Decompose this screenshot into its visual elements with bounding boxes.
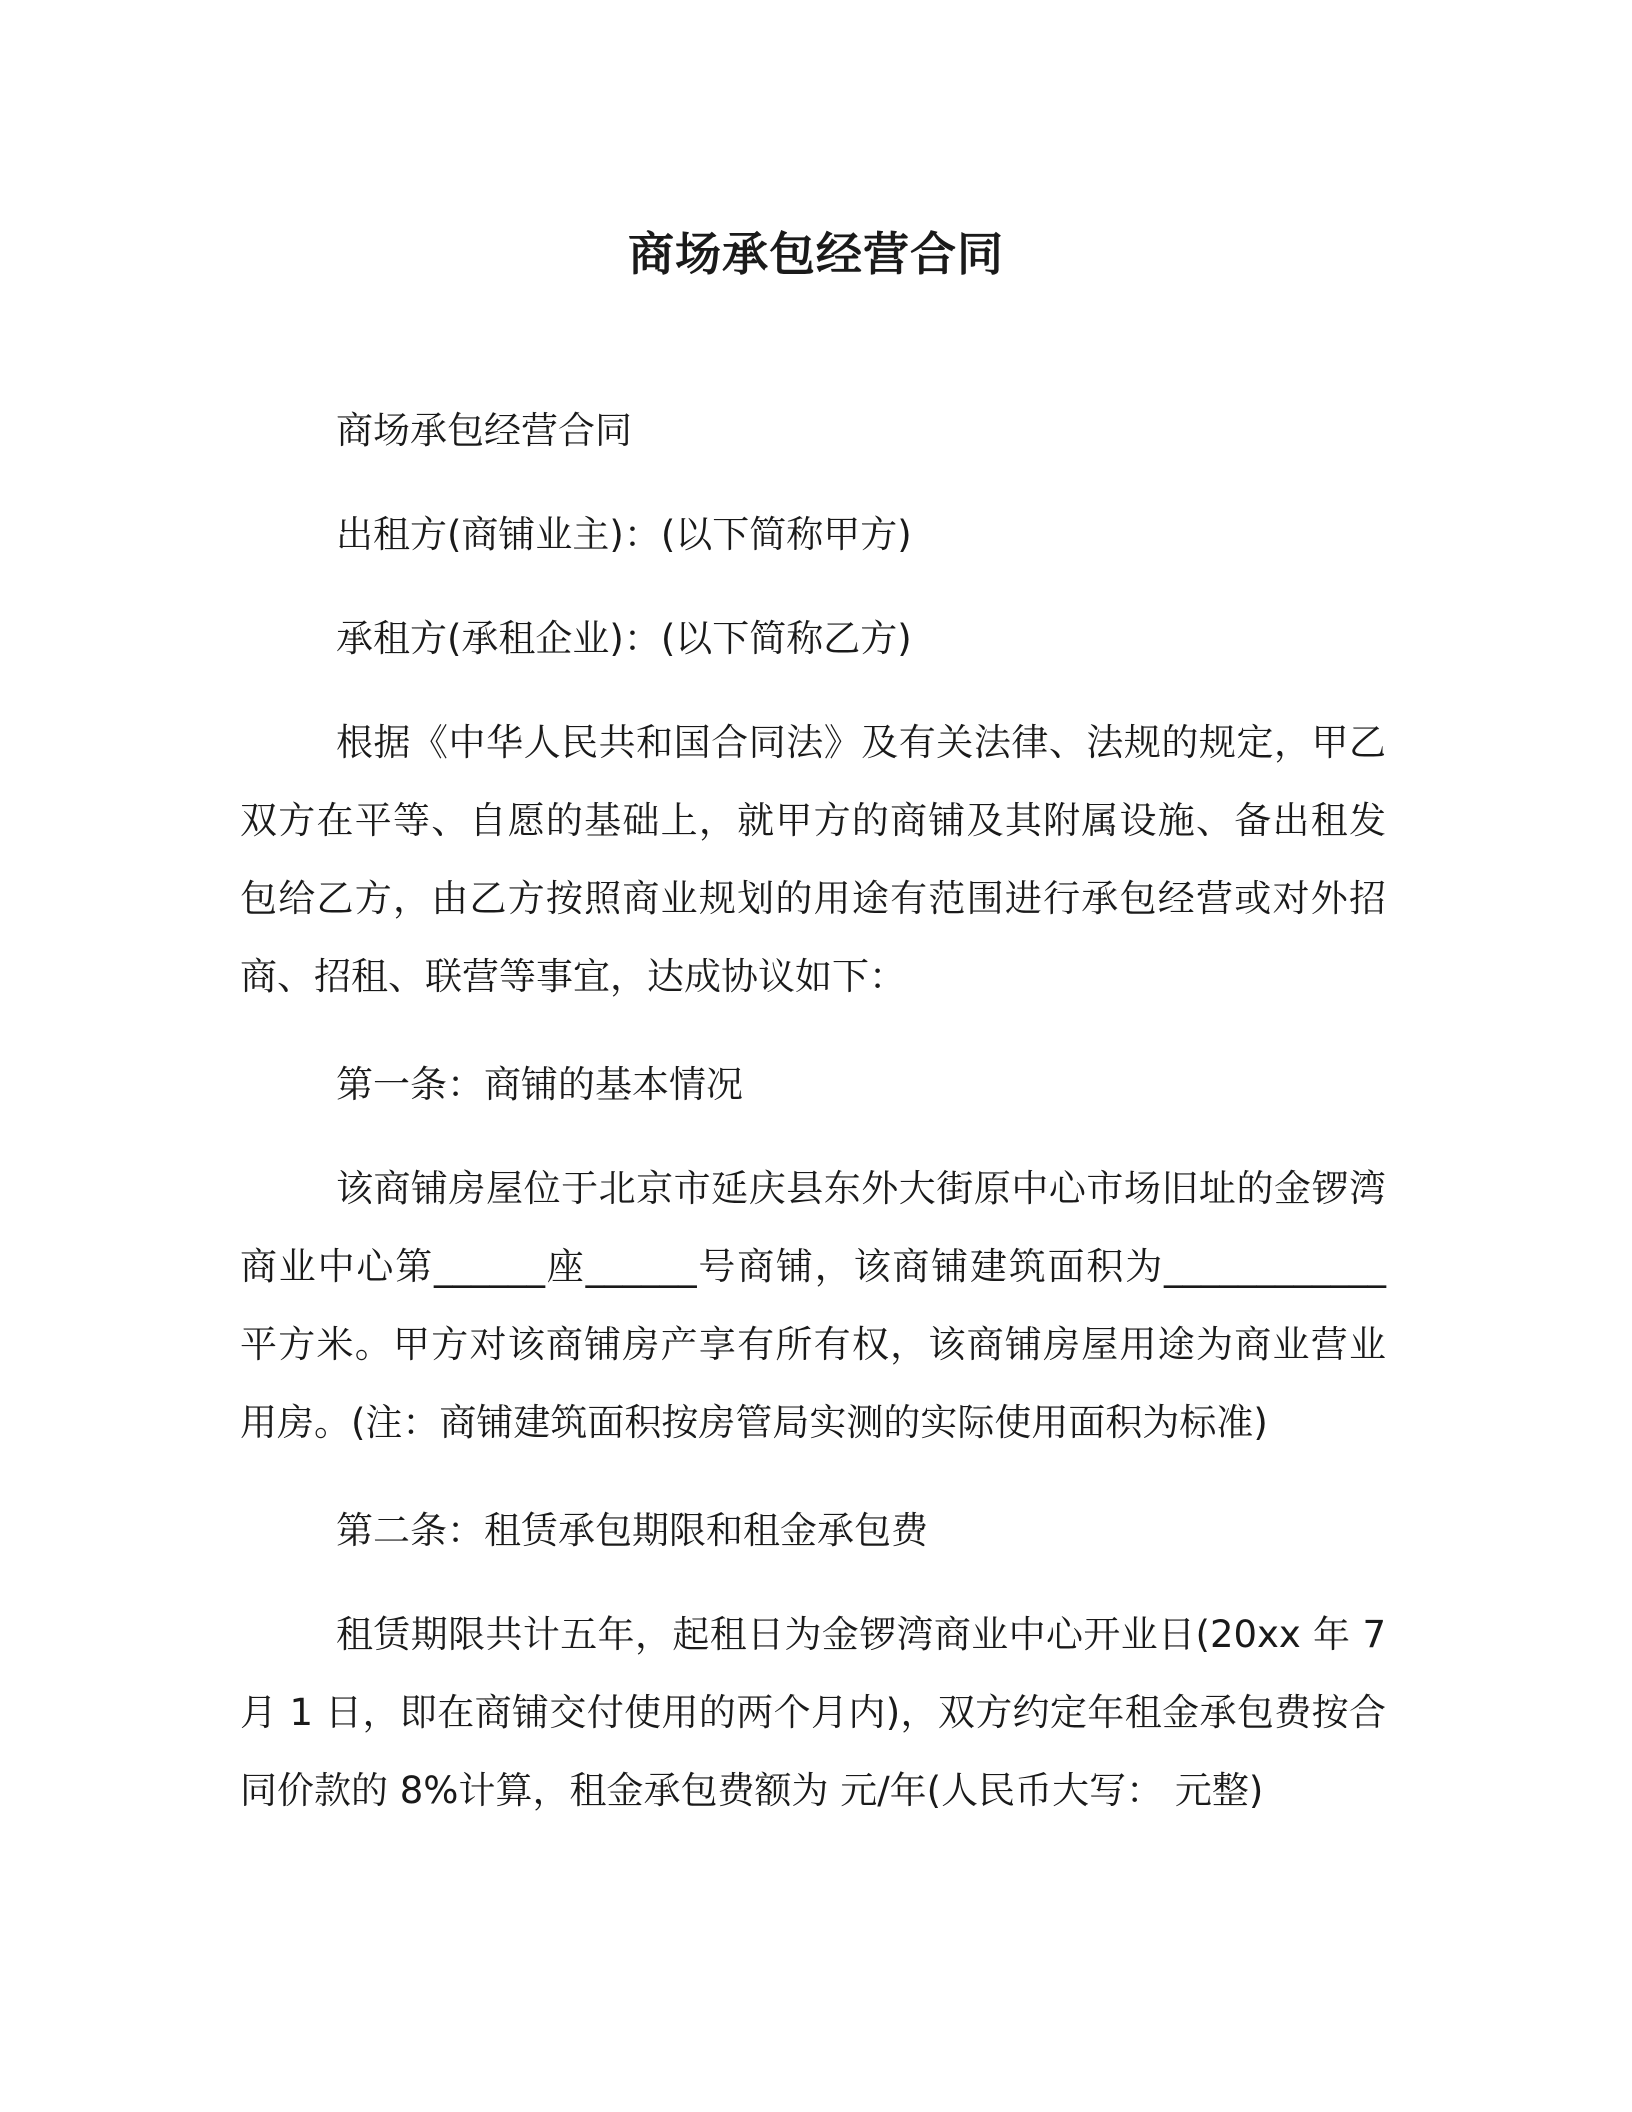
paragraph-preamble: 根据《中华人民共和国合同法》及有关法律、法规的规定，甲乙双方在平等、自愿的基础上，就甲方的商铺及其附属设施、备出租发包给乙方，由乙方按照商业规划的用途有范围进行承包经营或对外招商、招租、联营等事宜，达成协议如下： [240,721,1386,998]
article-2-heading: 第二条：租赁承包期限和租金承包费 [336,1509,928,1552]
paragraph-lessee: 承租方(承租企业)：(以下简称乙方) [336,617,912,660]
article-1-body: 该商铺房屋位于北京市延庆县东外大街原中心市场旧址的金锣湾商业中心第______座______号商铺，该商铺建筑面积为____________平方米。甲方对该商铺房产享有所有权，该商铺房屋用途为商业营业用房。(注：商铺建筑面积按房管局实测的实际使用面积为标准) [240,1167,1386,1444]
article-1-heading: 第一条：商铺的基本情况 [336,1063,743,1106]
article-2-body: 租赁期限共计五年，起租日为金锣湾商业中心开业日(20xx 年 7 月 1 日，即在商铺交付使用的两个月内)，双方约定年租金承包费按合同价款的 8%计算，租金承包费额为 元/年(人民币大写： 元整) [240,1613,1386,1812]
paragraph-lessor: 出租方(商铺业主)：(以下简称甲方) [336,513,912,556]
document-body [240,392,1386,1856]
paragraph-heading: 商场承包经营合同 [336,409,632,452]
document-title: 商场承包经营合同 [628,227,1004,281]
